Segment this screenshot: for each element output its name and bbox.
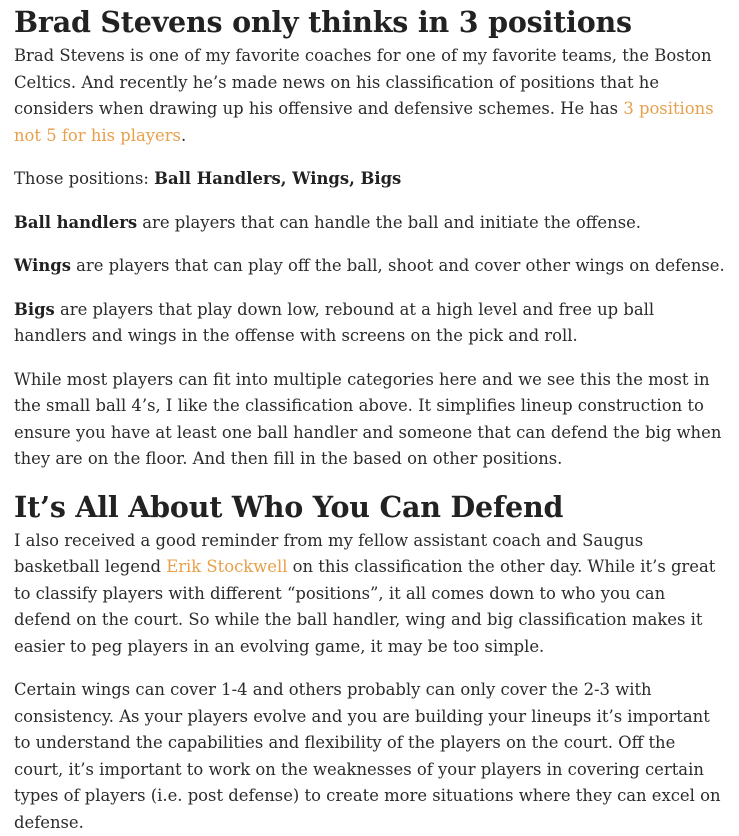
erik-stockwell-link[interactable]: Erik Stockwell [166, 557, 288, 576]
reminder-text: I also received a good reminder from my fellow assistant coach and Saugus basketball legend [14, 530, 644, 576]
section-heading-defend: It’s All About Who You Can Defend [14, 489, 564, 524]
positions-names: Ball Handlers, Wings, Bigs [154, 169, 402, 188]
ball-handlers-term: Ball handlers [14, 212, 138, 232]
positions-label: Those positions: [14, 169, 155, 188]
paragraph-positions-list [14, 166, 725, 193]
paragraph-classification: While most players can fit into multiple categories here and we see this the most in the small ball 4’s, I like the classification above. It simplifies lineup construction to ensure you have at least one ball handler and someone that can defend the big when they are on the floor. And then fill in the based on other positions. [14, 369, 722, 468]
wings-term: Wings [14, 256, 71, 275]
paragraph-wings-coverage: Certain wings can cover 1-4 and others probably can only cover the 2-3 with consistency. As your players evolve and you are building your lineups it’s important to understand the capabilities and flexibility of the players on the court. Off the court, it’s important to work on the weaknesses of your players in covering certain types of players (i.e. post defense) to create more situations where they can excel on defense. [14, 680, 721, 832]
intro-text: Brad Stevens is one of my favorite coaches for one of my favorite teams, the Boston Celtics. And recently he’s made news on his classification of positions that he considers when drawing up his offensive and defensive schemes. He has [14, 46, 712, 118]
positions-article-link[interactable]: 3 positions not 5 for his players [14, 99, 714, 145]
paragraph-wings [14, 253, 725, 280]
paragraph-reminder [14, 528, 725, 661]
paragraph-bigs [14, 297, 725, 350]
wings-definition: are players that can play off the ball, shoot and cover other wings on defense. [70, 256, 725, 275]
bigs-term: Bigs [14, 299, 55, 319]
ball-handlers-definition: are players that can handle the ball and initiate the offense. [137, 212, 642, 232]
article-content [0, 5, 739, 836]
section-heading-positions: Brad Stevens only thinks in 3 positions [14, 5, 632, 39]
paragraph-ball-handlers [14, 210, 725, 237]
intro-text-end: . [180, 125, 187, 145]
paragraph-intro [14, 43, 725, 149]
bigs-definition: are players that play down low, rebound at a high level and free up ball handlers and wings in the offense with screens on the pick and roll. [14, 299, 655, 345]
reminder-text-end: on this classification the other day. While it’s great to classify players with different “positions”, it all comes down to who you can defend on the court. So while the ball handler, wing and big classification makes it easier to peg players in an evolving game, it may be too simple. [14, 557, 716, 656]
